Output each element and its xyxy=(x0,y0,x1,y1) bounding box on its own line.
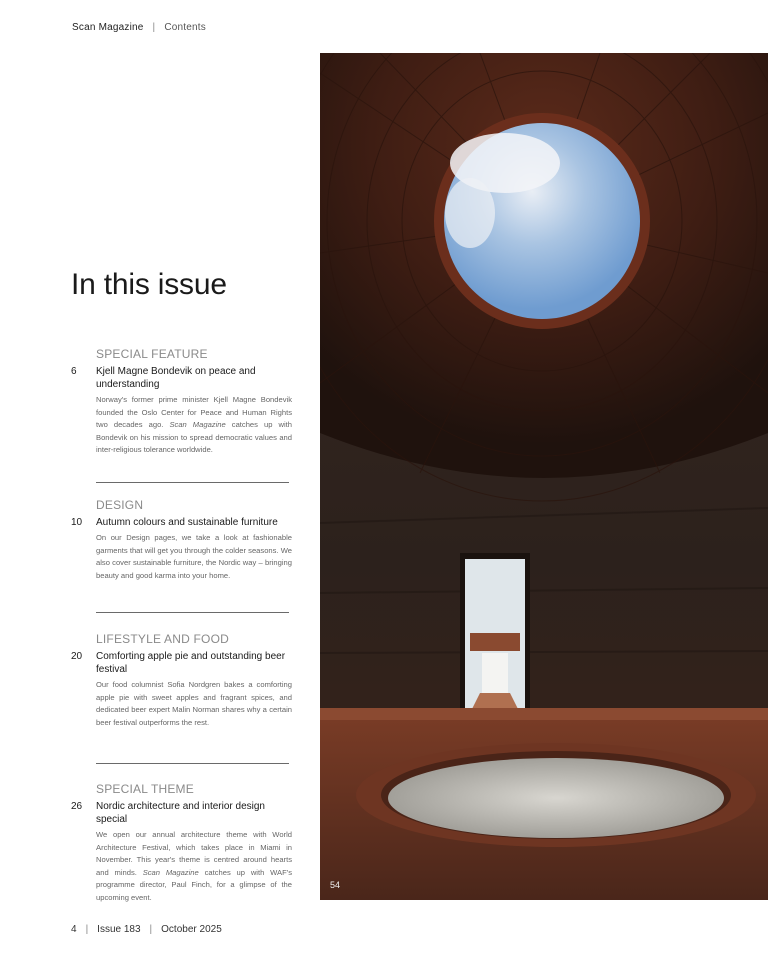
contents-entry xyxy=(71,347,292,457)
entry-description: We open our annual architecture theme with World Architecture Festival, which takes place in Miami in November. This year's theme is centred around hearts and minds. Scan Magazine catches up with WAF's programme director, Paul Finch, for a glimpse of the upcoming event. xyxy=(96,830,292,902)
entry-page-number: 6 xyxy=(71,366,77,377)
entry-page-number: 26 xyxy=(71,801,83,812)
entry-headline: Comforting apple pie and outstanding beer festival xyxy=(96,651,286,675)
contents-entry xyxy=(71,782,292,905)
entry-category: SPECIAL FEATURE xyxy=(96,347,208,361)
entry-page-number: 10 xyxy=(71,517,83,528)
divider xyxy=(96,612,289,613)
divider xyxy=(96,482,289,483)
feature-photo xyxy=(320,53,768,900)
entry-category: SPECIAL THEME xyxy=(96,782,194,796)
entry-headline: Kjell Magne Bondevik on peace and understanding xyxy=(96,366,256,390)
entry-description: On our Design pages, we take a look at fashionable garments that will get you through the colder seasons. We also cover sustainable furniture, the Nordic way – bringing beauty and good karma into your home. xyxy=(96,533,292,580)
entry-category: LIFESTYLE AND FOOD xyxy=(96,632,229,646)
page-footer xyxy=(71,924,222,935)
section-name: Contents xyxy=(164,22,206,33)
divider xyxy=(96,763,289,764)
entry-category: DESIGN xyxy=(96,498,144,512)
entry-description: Norway's former prime minister Kjell Magne Bondevik founded the Oslo Center for Peace and Human Rights two decades ago. Scan Magazine catches up with Bondevik on his mission to spread democratic values and inter-religious tolerance worldwide. xyxy=(96,395,292,455)
magazine-name: Scan Magazine xyxy=(72,22,144,33)
separator: | xyxy=(85,924,89,935)
photo-page-reference: 54 xyxy=(330,880,341,890)
running-head xyxy=(72,22,206,33)
entry-description: Our food columnist Sofia Nordgren bakes a comforting apple pie with sweet apples and fragrant spices, and dedicated beer expert Malin Norman shares why a certain beer festival outperforms the rest. xyxy=(96,680,292,727)
entry-headline: Nordic architecture and interior design special xyxy=(96,801,265,825)
contents-entry xyxy=(71,632,292,729)
separator: | xyxy=(149,924,153,935)
issue-number: Issue 183 xyxy=(97,924,141,935)
contents-entry xyxy=(71,498,292,582)
separator: | xyxy=(152,22,156,33)
entry-page-number: 20 xyxy=(71,651,83,662)
dome-interior-illustration xyxy=(320,53,768,900)
page-title: In this issue xyxy=(71,268,227,301)
entry-headline: Autumn colours and sustainable furniture xyxy=(96,517,278,528)
page-number: 4 xyxy=(71,924,77,935)
issue-date: October 2025 xyxy=(161,924,222,935)
